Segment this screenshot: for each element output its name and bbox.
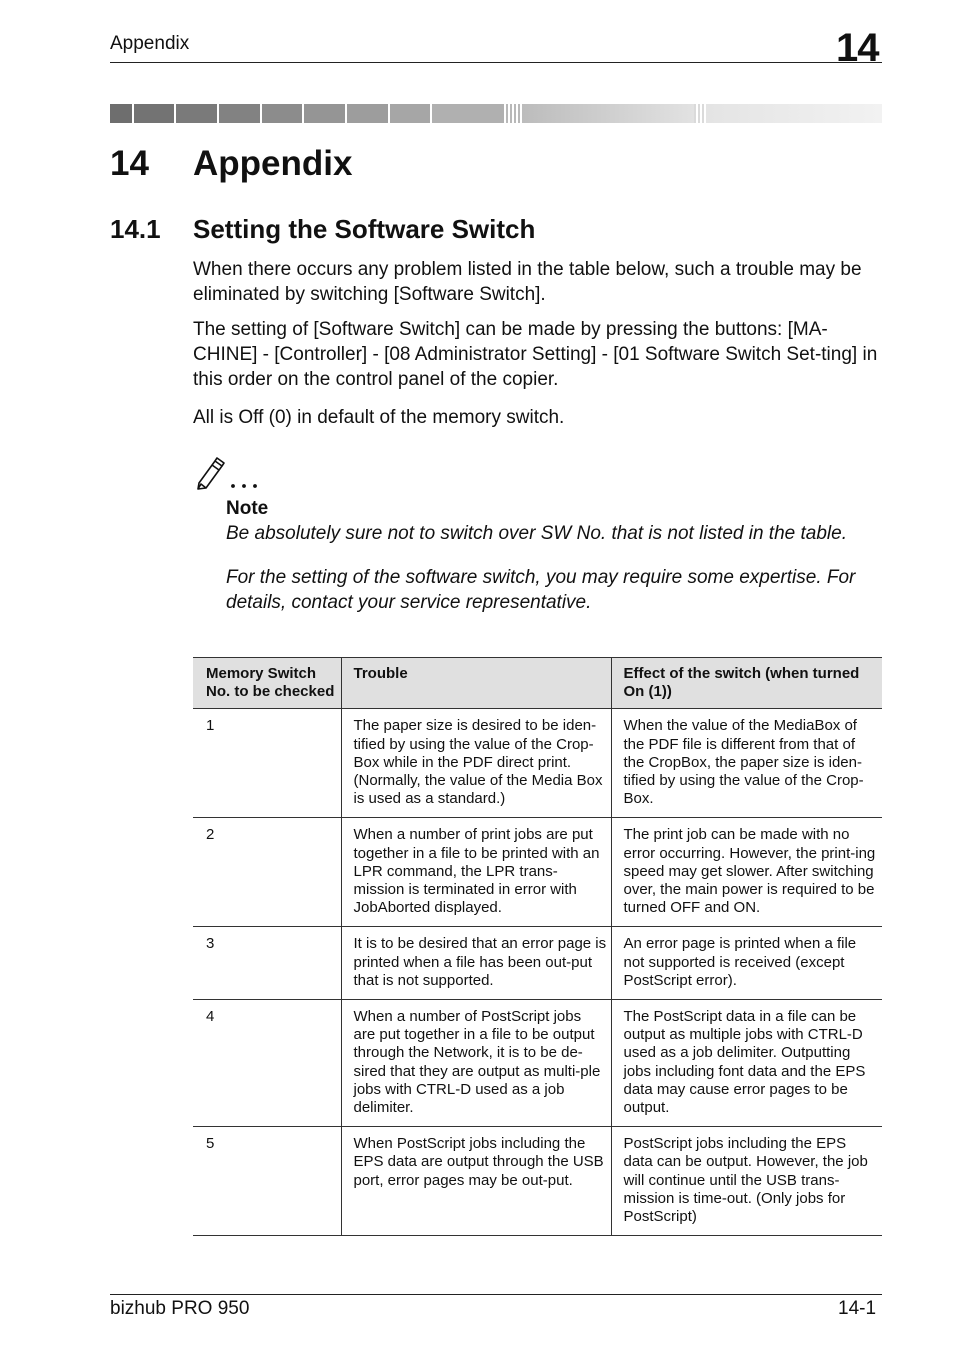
pencil-icon-graphic	[193, 455, 263, 491]
bar-segment	[347, 104, 388, 123]
cell-trouble: When PostScript jobs including the EPS data are output through the USB port, error pages may be out-put.	[341, 1127, 611, 1236]
bar-stripe	[514, 104, 516, 123]
running-head-title: Appendix	[110, 33, 190, 54]
cell-effect: An error page is printed when a file not supported is received (except PostScript error).	[611, 927, 882, 1000]
table-row	[193, 927, 882, 1000]
table-row	[193, 1000, 882, 1127]
table-row	[193, 818, 882, 927]
cell-switch-no: 5	[193, 1127, 341, 1236]
chapter-number-tab: 14	[836, 26, 879, 70]
header-memory-switch-no: Memory Switch No. to be checked	[193, 658, 341, 709]
cell-trouble: When a number of print jobs are put together in a file to be printed with an LPR command, the LPR trans-mission is terminated in error with JobAborted displayed.	[341, 818, 611, 927]
cell-switch-no: 3	[193, 927, 341, 1000]
bar-gradient	[706, 104, 882, 123]
section-heading-number: 14.1	[110, 214, 161, 244]
cell-switch-no: 2	[193, 818, 341, 927]
section-heading-text: Setting the Software Switch	[193, 214, 536, 244]
bar-gradient	[522, 104, 694, 123]
bar-segment	[134, 104, 174, 123]
section-heading	[110, 214, 535, 245]
cell-trouble: When a number of PostScript jobs are put together in a file to be output through the Network, it is to be de-sired that they are output as multi-ple jobs with CTRL-D used as a job delimiter.	[341, 1000, 611, 1127]
bar-segment	[390, 104, 430, 123]
chapter-heading-number: 14	[110, 144, 149, 183]
header-rule	[110, 62, 882, 63]
bar-segment	[176, 104, 217, 123]
chapter-heading	[110, 144, 352, 184]
cell-effect: PostScript jobs including the EPS data can be output. However, the job will continue until the USB trans-mission is time-out. (Only jobs for PostScript)	[611, 1127, 882, 1236]
bar-stripe	[694, 104, 696, 123]
header-trouble: Trouble	[341, 658, 611, 709]
note-text-1: Be absolutely sure not to switch over SW No. that is not listed in the table.	[226, 523, 847, 544]
bar-stripe	[702, 104, 704, 123]
bar-segment	[219, 104, 260, 123]
footer-page-number: 14-1	[838, 1298, 877, 1319]
body-paragraph-2: The setting of [Software Switch] can be made by pressing the buttons: [MA-CHINE] - [Controller] - [08 Administrator Setting] - [01 Software Switch Set-ting] in this order on the control panel of the copier.	[193, 319, 878, 390]
cell-effect: When the value of the MediaBox of the PDF file is different from that of the CropBox, the paper size is iden-tified by using the value of the Crop-Box.	[611, 709, 882, 818]
cell-trouble: The paper size is desired to be iden-tified by using the value of the Crop-Box while in the PDF direct print. (Normally, the value of the Media Box is used as a standard.)	[341, 709, 611, 818]
cell-effect: The print job can be made with no error occurring. However, the print-ing speed may get slower. After switching over, the main power is required to be turned OFF and ON.	[611, 818, 882, 927]
bar-stripe	[506, 104, 508, 123]
note-label: Note	[226, 498, 269, 519]
note-text-2: For the setting of the software switch, you may require some expertise. For details, contact your service representative.	[226, 567, 856, 613]
chapter-heading-text: Appendix	[193, 144, 353, 183]
table-row	[193, 1127, 882, 1236]
body-paragraph-3: All is Off (0) in default of the memory switch.	[193, 407, 565, 428]
cell-trouble: It is to be desired that an error page is printed when a file has been out-put that is not supported.	[341, 927, 611, 1000]
bar-stripe	[518, 104, 520, 123]
cell-switch-no: 1	[193, 709, 341, 818]
software-switch-table	[193, 657, 882, 1236]
cell-effect: The PostScript data in a file can be output as multiple jobs with CTRL-D used as a job delimiter. Outputting jobs including font data and the EPS data may cause error pages to be output.	[611, 1000, 882, 1127]
decorative-header-bar	[110, 104, 882, 123]
bar-segment	[432, 104, 504, 123]
footer-rule	[110, 1294, 882, 1295]
table-row	[193, 709, 882, 818]
bar-stripe	[510, 104, 512, 123]
footer-product-name: bizhub PRO 950	[110, 1298, 250, 1319]
cell-switch-no: 4	[193, 1000, 341, 1127]
body-paragraph-1: When there occurs any problem listed in the table below, such a trouble may be eliminated by switching [Software Switch].	[193, 259, 862, 305]
header-effect: Effect of the switch (when turned On (1))	[611, 658, 882, 709]
pencil-note-icon	[193, 455, 263, 491]
bar-segment	[304, 104, 345, 123]
bar-segment	[110, 104, 132, 123]
bar-stripe	[698, 104, 700, 123]
bar-segment	[262, 104, 302, 123]
table-header-row	[193, 658, 882, 709]
